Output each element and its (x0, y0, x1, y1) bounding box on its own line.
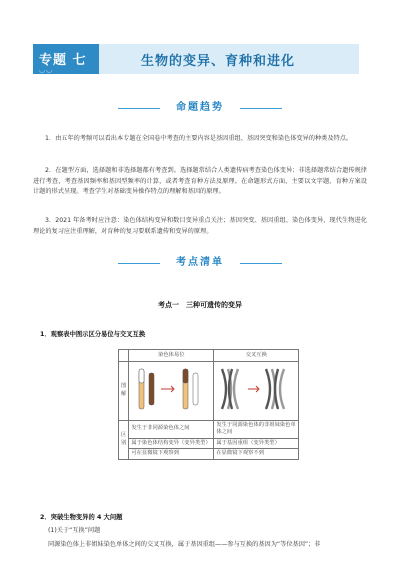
table-cell: 可在显微镜下观察到 (129, 449, 214, 460)
chapter-title: 生物的变异、育种和进化 (141, 54, 296, 69)
table-cell: 属于基因重组（变异类型） (214, 438, 299, 449)
chapter-tag-ornament: ◡◡ (39, 66, 54, 74)
row-label-diagram: 图解 (119, 362, 129, 421)
table-header-translocation: 染色体易位 (129, 350, 214, 362)
heading-2: 2．突破生物变异的 4 大问题 (40, 514, 123, 521)
section-badge (158, 256, 242, 270)
heading-1: 1．观察表中图示区分易位与交叉互换 (40, 331, 146, 338)
table-header-crossover: 交叉互换 (214, 350, 299, 362)
section-title: 考点清单 (176, 257, 224, 268)
chapter-tag-text: 专题 七 (39, 53, 87, 68)
comparison-table (118, 349, 299, 460)
section-head-checklist (118, 256, 282, 270)
body-line: 同源染色体上非姐妹染色单体之间的交叉互换，属于基因重组——参与互换的基因为“等位基因”；非 (48, 541, 321, 548)
table-cell: 发生于非同源染色体之间 (129, 420, 214, 438)
crossover-figure (216, 363, 296, 415)
section-divider (118, 108, 160, 109)
table-corner (119, 350, 129, 362)
table-cell: 属于染色体结构变异（变异类型） (129, 438, 214, 449)
crossover-diagram (214, 362, 299, 421)
section-divider (118, 263, 160, 264)
paragraph-2: 2．在题型方面，选择题和非选择题都有考查到。选择题常结合人类遗传病考查染色体变异；非选择题常结合遗传规律进行考查，考查基因频率和基因型频率的计算，或者考查育种方法及原理。在命题形式方面，主要以文字题、育种方案设计题的形式呈现。考查学生对基础变异操作特点的理解和基因的原理。 (33, 167, 367, 195)
chapter-tag (33, 44, 99, 74)
translocation-diagram (129, 362, 214, 421)
translocation-figure (131, 363, 211, 415)
paragraph-1: 1．由五年的考频可以看出本专题在全国卷中考查的主要内容是基因重组、基因突变和染色体变异的种类及特点。 (45, 135, 353, 142)
table-cell: 发生于同源染色体的非姐妹染色单体之间 (214, 420, 299, 438)
row-label-difference: 区别 (119, 420, 129, 459)
table-cell: 在显微镜下观察不到 (214, 449, 299, 460)
chapter-banner (33, 44, 359, 74)
subheading-1: (1)关于“互换”问题 (48, 527, 101, 534)
section-badge (158, 101, 242, 115)
paragraph-3: 3．2021 年备考时应注意：染色体结构变异和数目变异重点关注；基因突变、基因重组、染色体变异、现代生物进化理论的复习应注重理解，对育种的复习要联系遗传和变异的原理。 (33, 217, 367, 235)
section-title: 命题趋势 (176, 102, 224, 113)
section-divider (240, 108, 282, 109)
section-divider (240, 263, 282, 264)
section-head-trend (118, 101, 282, 115)
topic-title: 考点一 三种可遗传的变异 (158, 301, 242, 309)
